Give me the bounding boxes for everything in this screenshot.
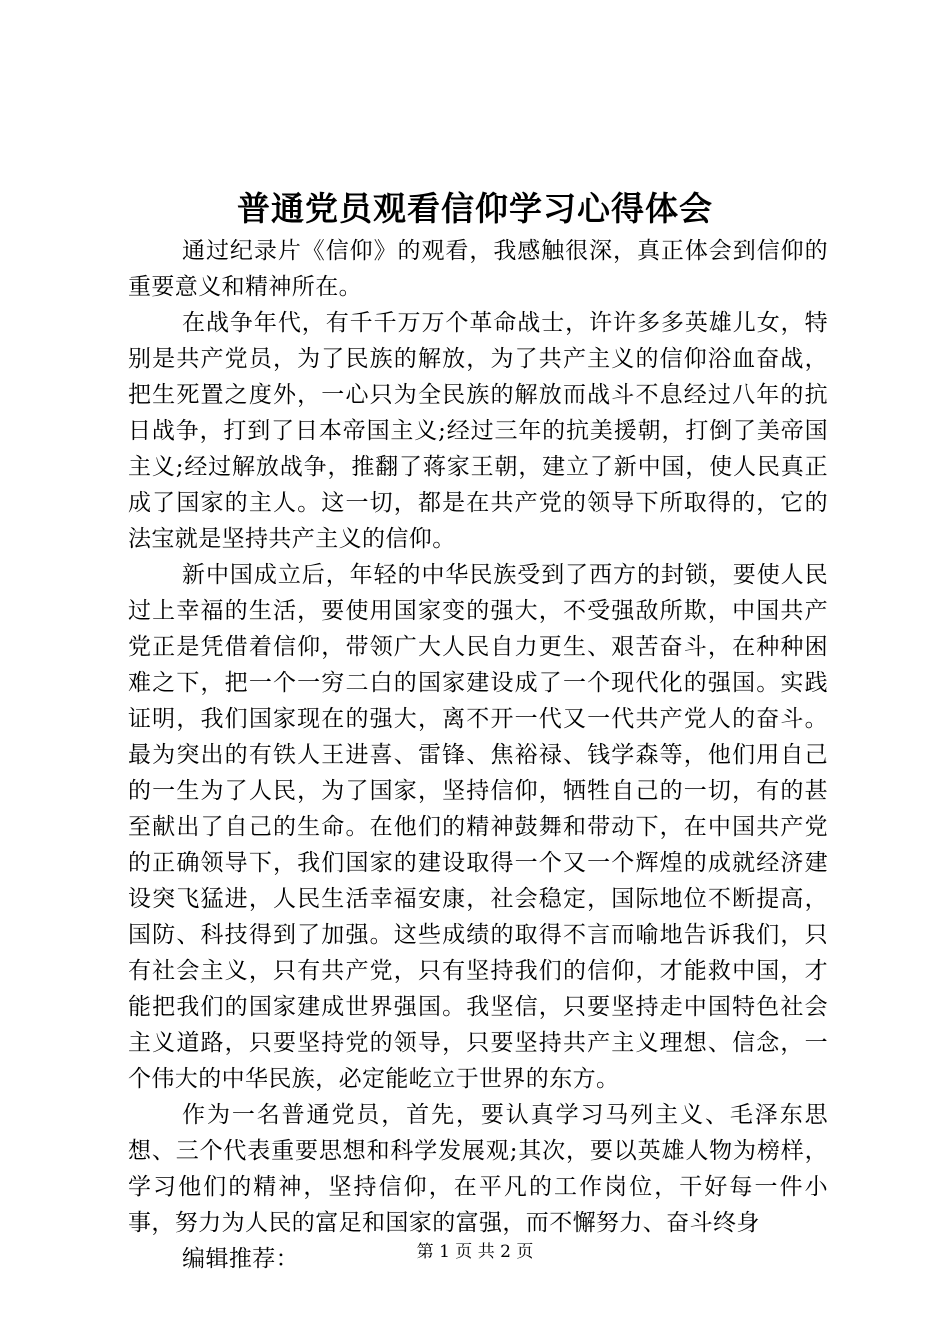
document-body xyxy=(128,233,828,1277)
document-title: 普通党员观看信仰学习心得体会 xyxy=(237,189,713,228)
paragraph-war-years: 在战争年代，有千千万万个革命战士，许许多多英雄儿女，特别是共产党员，为了民族的解放，为了共产主义的信仰浴血奋战，把生死置之度外，一心只为全民族的解放而战斗不息经过八年的抗日战争，打到了日本帝国主义;经过三年的抗美援朝，打倒了美帝国主义;经过解放战争，推翻了蒋家王朝，建立了新中国，使人民真正成了国家的主人。这一切，都是在共产党的领导下所取得的，它的法宝就是坚持共产主义的信仰。 xyxy=(128,310,828,552)
paragraph-as-party-member: 作为一名普通党员，首先，要认真学习马列主义、毛泽东思想、三个代表重要思想和科学发展观;其次，要以英雄人物为榜样，学习他们的精神，坚持信仰，在平凡的工作岗位，干好每一件小事，努力为人民的富足和国家的富强，而不懈努力、奋斗终身 xyxy=(128,1102,828,1236)
paragraph-intro: 通过纪录片《信仰》的观看，我感触很深，真正体会到信仰的重要意义和精神所在。 xyxy=(128,238,828,300)
paragraph-editor-recommend: 编辑推荐： xyxy=(182,1246,300,1272)
paragraph-new-china: 新中国成立后，年轻的中华民族受到了西方的封锁，要使人民过上幸福的生活，要使用国家变的强大，不受强敌所欺，中国共产党正是凭借着信仰，带领广大人民自力更生、艰苦奋斗，在种种困难之下，把一个一穷二白的国家建设成了一个现代化的强国。实践证明，我们国家现在的强大，离不开一代又一代共产党人的奋斗。最为突出的有铁人王进喜、雷锋、焦裕禄、钱学森等，他们用自己的一生为了人民，为了国家，坚持信仰，牺牲自己的一切，有的甚至献出了自己的生命。在他们的精神鼓舞和带动下，在中国共产党的正确领导下，我们国家的建设取得一个又一个辉煌的成就经济建设突飞猛进，人民生活幸福安康，社会稳定，国际地位不断提高，国防、科技得到了加强。这些成绩的取得不言而喻地告诉我们，只有社会主义，只有共产党，只有坚持我们的信仰，才能救中国，才能把我们的国家建成世界强国。我坚信，只要坚持走中国特色社会主义道路，只要坚持党的领导，只要坚持共产主义理想、信念，一个伟大的中华民族，必定能屹立于世界的东方。 xyxy=(128,562,828,1092)
page-number-footer: 第 1 页 共 2 页 xyxy=(416,1242,534,1262)
